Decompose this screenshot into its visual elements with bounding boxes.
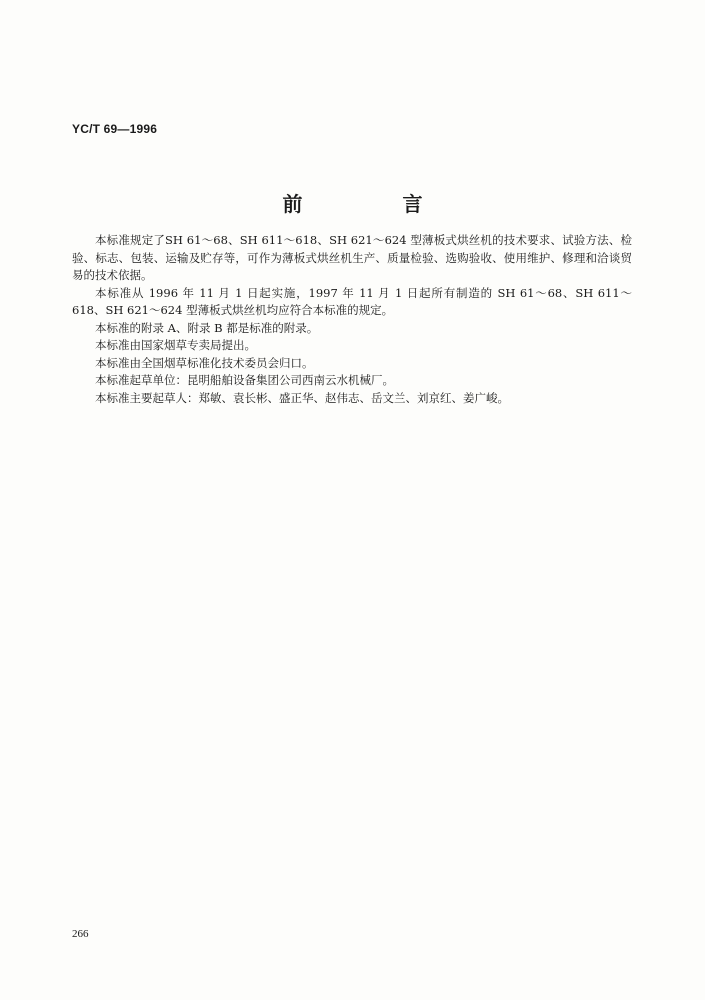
- paragraph-proposed-by: 本标准由国家烟草专卖局提出。: [95, 338, 256, 352]
- paragraph-effective-date: 本标准从 1996 年 11 月 1 日起实施，1997 年 11 月 1 日起所有制造的 SH 61～68、SH 611～618、SH 621～624 型薄板式烘丝机均应符合本标准的规定。: [72, 285, 632, 317]
- standard-code: YC/T 69—1996: [72, 122, 158, 136]
- page-title: 前 言: [282, 192, 463, 216]
- paragraph-appendix: 本标准的附录 A、附录 B 都是标准的附录。: [95, 320, 319, 335]
- paragraph-drafters: 本标准主要起草人：郑敏、袁长彬、盛正华、赵伟志、岳文兰、刘京红、姜广峻。: [95, 390, 509, 405]
- page-number: 266: [72, 928, 89, 940]
- paragraph-centralized-by: 本标准由全国烟草标准化技术委员会归口。: [95, 355, 314, 370]
- foreword-body: [72, 232, 632, 407]
- paragraph-drafting-unit: 本标准起草单位：昆明船舶设备集团公司西南云水机械厂。: [95, 373, 394, 387]
- paragraph-scope: 本标准规定了SH 61～68、SH 611～618、SH 621～624 型薄板式烘丝机的技术要求、试验方法、检验、标志、包装、运输及贮存等，可作为薄板式烘丝机生产、质量检验、选购验收、使用维护、修理和洽谈贸易的技术依据。: [72, 233, 632, 282]
